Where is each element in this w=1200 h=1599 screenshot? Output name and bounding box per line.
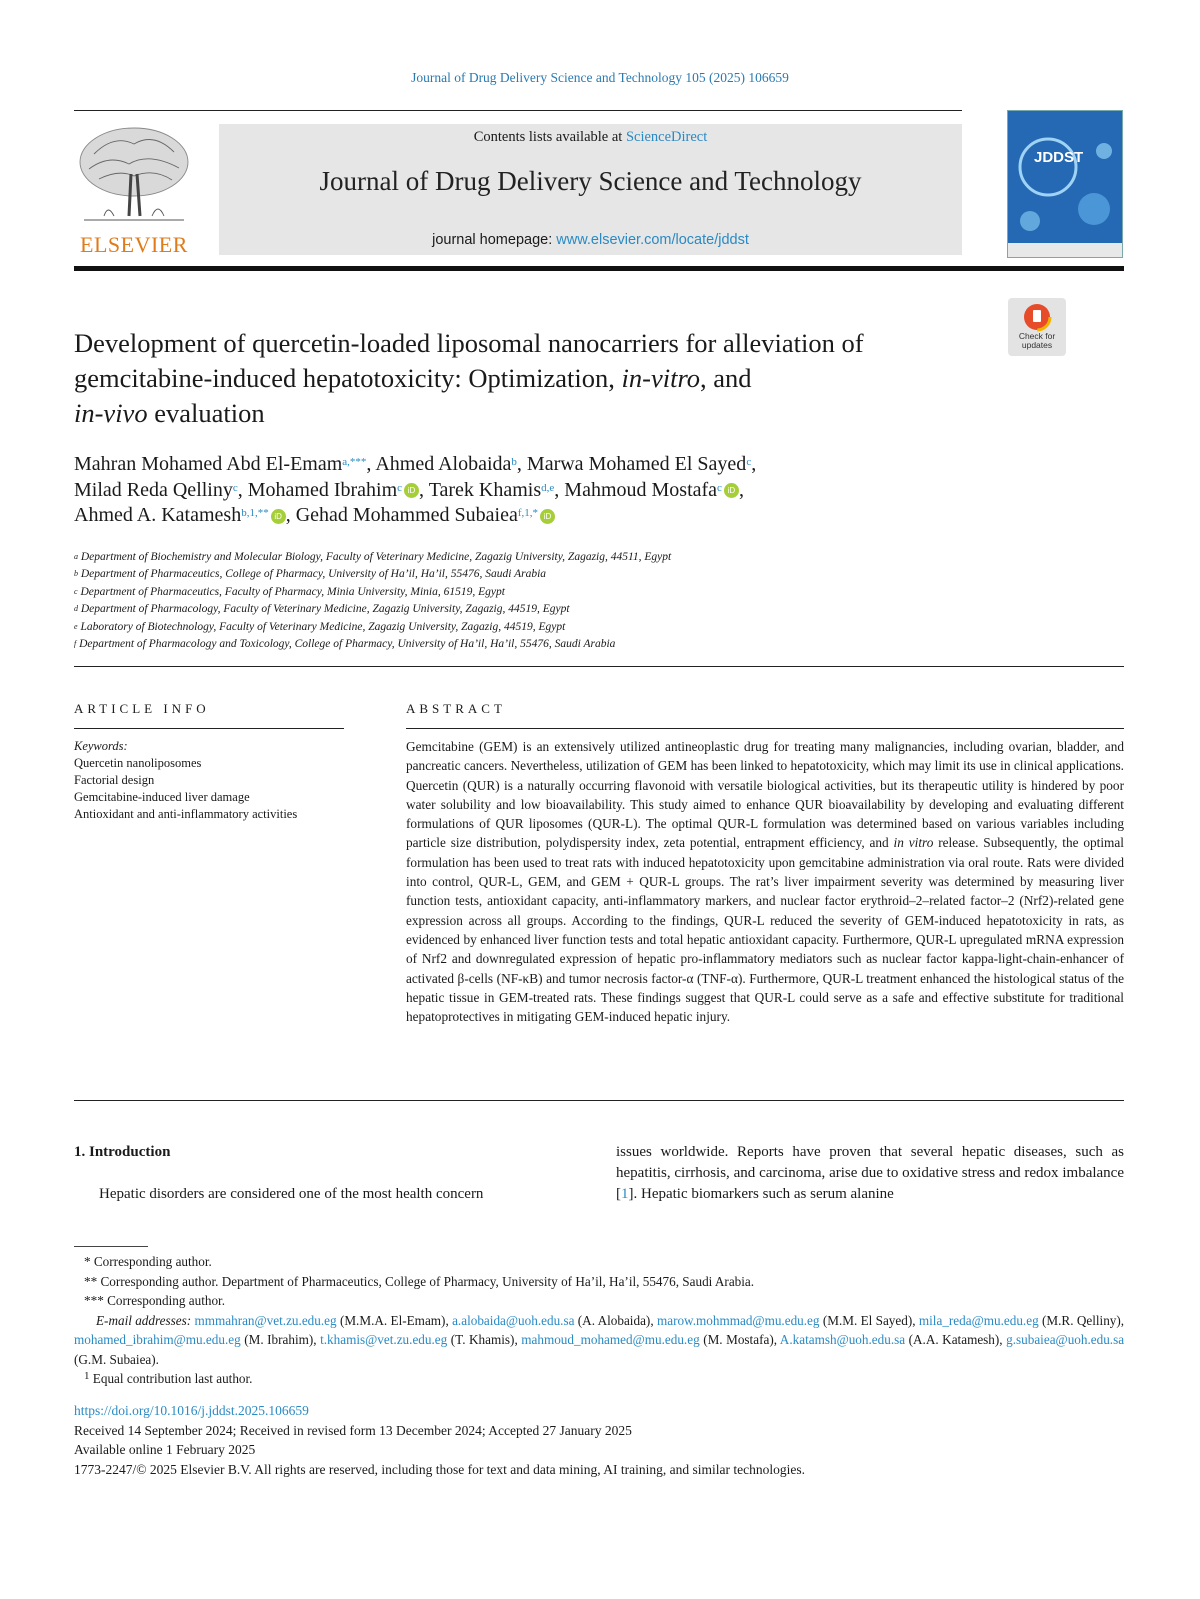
- affiliations: [74, 549, 1124, 653]
- affiliation-key: c: [74, 586, 78, 596]
- email-owner: (M. Ibrahim): [244, 1332, 314, 1347]
- author-affil-sup[interactable]: b: [511, 456, 517, 468]
- author-name[interactable]: Ahmed Alobaida: [375, 453, 512, 475]
- affiliation-text: Laboratory of Biotechnology, Faculty of Veterinary Medicine, Zagazig University, Zagazig, 44519, Egypt: [80, 620, 566, 633]
- affiliation-text: Department of Pharmaceutics, College of Pharmacy, University of Ha’il, Ha’il, 55476, Saudi Arabia: [80, 568, 547, 581]
- abstract-italic: in vitro: [893, 835, 934, 851]
- copyright-line: 1773-2247/© 2025 Elsevier B.V. All rights are reserved, including those for text and data mining, AI training, and similar technologies.: [74, 1461, 805, 1477]
- email-link[interactable]: mohamed_ibrahim@mu.edu.eg: [74, 1332, 241, 1347]
- author-affil-sup[interactable]: f,1,*: [517, 507, 539, 519]
- affiliation-key: d: [74, 604, 78, 614]
- abstract-heading: ABSTRACT: [406, 701, 506, 716]
- footnotes: [74, 1252, 1124, 1389]
- abstract-part-2: release. Subsequently, the optimal formulation has been used to treat rats with induced hepatotoxicity upon gemcitabine administration via oral route. Rats were divided into control, QUR-L, GEM, and GEM + QUR-L groups. The rat’s liver impairment severity was determined by measuring liver function tests, antioxidant capacity, anti-inflammatory markers, and nuclear factor erythroid–2–related factor–2 (Nrf2)-related gene expression across all groups. According to the findings, QUR-L reduced the severity of GEM-induced hepatotoxicity in rats, as evidenced by enhanced liver function tests and total hepatic antioxidant capacity. Furthermore, QUR-L upregulated mRNA expression of Nrf2 and downregulated expression of hepatic pro-inflammatory mediators such as nuclear factor kappa-light-chain-enhancer of activated β-cells (NF-κB) and tumor necrosis factor-α (TNF-α). Furthermore, QUR-L treatment enhanced the histological status of the hepatic tissue in GEM-treated rats. These findings suggest that QUR-L could serve as a safe and effective substitute for traditional hepatoprotectives in mitigating GEM-induced hepatic injury.: [406, 835, 1124, 1025]
- author-name[interactable]: Gehad Mohammed Subaiea: [295, 504, 518, 526]
- email-owner: (A.A. Katamesh): [908, 1332, 1000, 1347]
- article-title: [74, 326, 994, 431]
- author-name[interactable]: Mohamed Ibrahim: [247, 478, 398, 501]
- author-affil-sup[interactable]: b,1,**: [241, 507, 269, 519]
- abstract-end-rule: [74, 1100, 1124, 1101]
- elsevier-logo[interactable]: [74, 124, 194, 256]
- affiliation-text: Department of Pharmacology, Faculty of Veterinary Medicine, Zagazig University, Zagazig, 44519, Egypt: [80, 603, 570, 616]
- keywords-label: Keywords:: [74, 739, 128, 753]
- author-affil-sup[interactable]: d,e: [541, 481, 555, 494]
- abstract-part-1: Gemcitabine (GEM) is an extensively utilized antineoplastic drug for treating many malignancies, including ovarian, bladder, and pancreatic cancers. Nevertheless, utilization of GEM has been linked to hepatotoxicity, which may limit its use in clinical applications. Quercetin (QUR) is a naturally occurring flavonoid with versatile biological activities, but its therapeutic utility is hindered by poor water solubility and low bioavailability. This study aimed to enhance QUR bioavailability by developing and evaluating different formulations of QUR liposomes (QUR-L). The optimal QUR-L formulation was determined based on various variables including particle size distribution, polydispersity index, zeta potential, entrapment efficiency, and: [406, 739, 1124, 851]
- email-owner: (M.M.A. El-Emam): [339, 1312, 446, 1328]
- affiliation-item: [74, 619, 1124, 636]
- footnote-corresponding-3: *** Corresponding author.: [84, 1293, 226, 1308]
- keyword-item: Antioxidant and anti-inflammatory activities: [74, 807, 298, 821]
- email-link[interactable]: g.subaiea@uoh.edu.sa: [1006, 1332, 1125, 1347]
- reference-link[interactable]: 1: [621, 1186, 629, 1202]
- journal-cover[interactable]: [1007, 110, 1123, 258]
- contents-prefix: Contents lists available at: [473, 129, 626, 145]
- title-line-2-end: , and: [700, 363, 752, 393]
- author-affil-sup[interactable]: a,***: [342, 456, 367, 468]
- author-affil-sup[interactable]: c: [232, 481, 238, 494]
- section-rule: [74, 666, 1124, 667]
- footnote-rule: [74, 1246, 148, 1247]
- footnote-equal-contribution: [74, 1369, 1124, 1389]
- available-online: Available online 1 February 2025: [74, 1442, 256, 1457]
- cover-art-icon: [1008, 111, 1122, 257]
- author-name[interactable]: Milad Reda Qelliny: [74, 478, 233, 501]
- elsevier-tree-icon: [74, 124, 194, 228]
- email-link[interactable]: mila_reda@mu.edu.eg: [918, 1312, 1039, 1328]
- author-name[interactable]: Ahmed A. Katamesh: [74, 504, 242, 526]
- email-label: E-mail addresses:: [96, 1312, 192, 1328]
- affiliation-text: Department of Pharmaceutics, Faculty of Pharmacy, Minia University, Minia, 61519, Egypt: [80, 585, 505, 598]
- check-updates-icon: [1008, 300, 1066, 334]
- email-link[interactable]: marow.mohmmad@mu.edu.eg: [656, 1312, 820, 1328]
- affiliation-key: a: [74, 552, 78, 561]
- cover-title: JDDST: [1034, 149, 1084, 166]
- title-line-1: Development of quercetin-loaded liposomal nanocarriers for alleviation of: [74, 328, 864, 358]
- check-updates-label: Check for updates: [1018, 331, 1056, 350]
- journal-masthead: [219, 124, 962, 255]
- publication-info: [74, 1401, 1124, 1479]
- abstract-rule: [406, 728, 1124, 729]
- intro-left-column: Hepatic disorders are considered one of the most health concern: [99, 1186, 484, 1202]
- footnote-corresponding-2: ** Corresponding author. Department of Pharmaceutics, College of Pharmacy, University of Ha’il, Ha’il, 55476, Saudi Arabia.: [84, 1273, 755, 1289]
- email-link[interactable]: mahmoud_mohamed@mu.edu.eg: [521, 1332, 700, 1347]
- title-in-vivo: in-vivo: [74, 398, 148, 428]
- orcid-icon[interactable]: iD: [404, 483, 419, 498]
- affiliation-text: Department of Biochemistry and Molecular Biology, Faculty of Veterinary Medicine, Zagazig University, Zagazig, 44511, Egypt: [80, 551, 672, 563]
- email-link[interactable]: a.alobaida@uoh.edu.sa: [452, 1312, 575, 1328]
- abstract-text: [406, 737, 1124, 1026]
- email-owner: (T. Khamis): [450, 1332, 515, 1347]
- author-name[interactable]: Marwa Mohamed El Sayed: [526, 453, 747, 475]
- title-in-vitro: in-vitro: [621, 363, 701, 393]
- affiliation-item: [74, 549, 1124, 566]
- affiliation-item: [74, 584, 1124, 601]
- affiliation-item: [74, 636, 1124, 653]
- keyword-item: Factorial design: [74, 773, 155, 787]
- article-info-heading: ARTICLE INFO: [74, 701, 210, 716]
- orcid-icon[interactable]: iD: [724, 483, 739, 498]
- author-affil-sup[interactable]: c: [717, 481, 722, 494]
- orcid-icon[interactable]: iD: [271, 509, 286, 524]
- running-head[interactable]: Journal of Drug Delivery Science and Technology 105 (2025) 106659: [411, 70, 789, 85]
- email-owner: (M. Mostafa): [703, 1332, 774, 1347]
- masthead-thick-rule: [74, 266, 1124, 271]
- author-affil-sup[interactable]: c: [397, 481, 403, 494]
- elsevier-wordmark: ELSEVIER: [80, 232, 188, 257]
- affiliation-item: [74, 566, 1124, 583]
- contents-line: [219, 129, 962, 146]
- author-list: Mahran Mohamed Abd El-Emam$^{a,***}$, Ahmed Alobaida$^b$, Marwa Mohamed El Sayed$^c$, Milad Reda Qelliny$^c$, Mohamed Ibrahim$^c$ iD , Tarek Khamis$^{d,e}$, Mahmoud Mostafa$^c$ iD , Ahmed A. Katamesh$^{b,1,**}$ iD , Gehad Mohammed Subaiea$^{f,1,*}$ iD: [74, 453, 757, 526]
- homepage-line: [219, 232, 962, 248]
- sciencedirect-link[interactable]: ScienceDirect: [625, 129, 708, 145]
- author-name[interactable]: Tarek Khamis: [428, 478, 542, 501]
- header-rule: [74, 110, 962, 111]
- check-for-updates-button[interactable]: [1008, 298, 1066, 356]
- received-dates: Received 14 September 2024; Received in revised form 13 December 2024; Accepted 27 January 2025: [74, 1422, 632, 1438]
- affiliation-key: e: [74, 621, 78, 631]
- affiliation-text: Department of Pharmacology and Toxicology, College of Pharmacy, University of Ha’il, Ha’il, 55476, Saudi Arabia: [79, 638, 616, 651]
- intro-right-text-end: ]. Hepatic biomarkers such as serum alanine: [628, 1186, 894, 1202]
- affiliation-key: b: [74, 569, 78, 579]
- footnote-corresponding: * Corresponding author.: [84, 1254, 212, 1269]
- author-name[interactable]: Mahran Mohamed Abd El-Emam: [74, 453, 343, 475]
- homepage-link[interactable]: www.elsevier.com/locate/jddst: [556, 232, 749, 248]
- orcid-icon[interactable]: iD: [540, 509, 555, 524]
- email-owner: (A. Alobaida): [577, 1312, 651, 1328]
- homepage-prefix: journal homepage:: [432, 232, 557, 248]
- intro-right-column: [616, 1142, 1124, 1205]
- author-name[interactable]: Mahmoud Mostafa: [564, 478, 718, 501]
- email-link[interactable]: mmmahran@vet.zu.edu.eg: [194, 1312, 337, 1328]
- email-owner: (M.M. El Sayed): [822, 1312, 913, 1328]
- intro-right-text: issues worldwide. Reports have proven that several hepatic diseases, such as hepatitis, cirrhosis, and carcinoma, arise due to oxidative stress and redox imbalance [: [616, 1144, 1124, 1202]
- keyword-item: Gemcitabine-induced liver damage: [74, 790, 250, 804]
- intro-heading: 1. Introduction: [74, 1144, 171, 1160]
- affiliation-item: [74, 601, 1124, 618]
- keyword-item: Quercetin nanoliposomes: [74, 756, 202, 770]
- info-rule: [74, 728, 344, 729]
- doi-link[interactable]: https://doi.org/10.1016/j.jddst.2025.106659: [74, 1403, 309, 1418]
- journal-name: Journal of Drug Delivery Science and Technology: [319, 166, 862, 196]
- keywords-block: [74, 738, 344, 823]
- email-owner: (M.R. Qelliny): [1042, 1312, 1121, 1328]
- email-link[interactable]: A.katamsh@uoh.edu.sa: [779, 1332, 906, 1347]
- footnote-equal-text: Equal contribution last author.: [92, 1371, 253, 1386]
- title-line-2: gemcitabine-induced hepatotoxicity: Optimization,: [74, 363, 622, 393]
- author-affil-sup[interactable]: c: [746, 456, 752, 468]
- footnote-mark: 1: [84, 1370, 90, 1382]
- email-addresses: E-mail addresses: mmmahran@vet.zu.edu.eg (M.M.A. El-Emam), a.alobaida@uoh.edu.sa (A. Alobaida), marow.mohmmad@mu.edu.eg (M.M. El Sayed), mila_reda@mu.edu.eg (M.R. Qelliny), mohamed_ibrahim@mu.edu.eg (M. Ibrahim), t.khamis@vet.zu.edu.eg (T. Khamis), mahmoud_mohamed@mu.edu.eg (M. Mostafa), A.katamsh@uoh.edu.sa (A.A. Katamesh), g.subaiea@uoh.edu.sa (G.M. Subaiea).: [74, 1312, 1125, 1367]
- email-owner: (G.M. Subaiea): [74, 1351, 156, 1367]
- email-link[interactable]: t.khamis@vet.zu.edu.eg: [320, 1332, 448, 1347]
- title-line-3-end: evaluation: [147, 398, 265, 428]
- affiliation-key: f: [74, 639, 77, 649]
